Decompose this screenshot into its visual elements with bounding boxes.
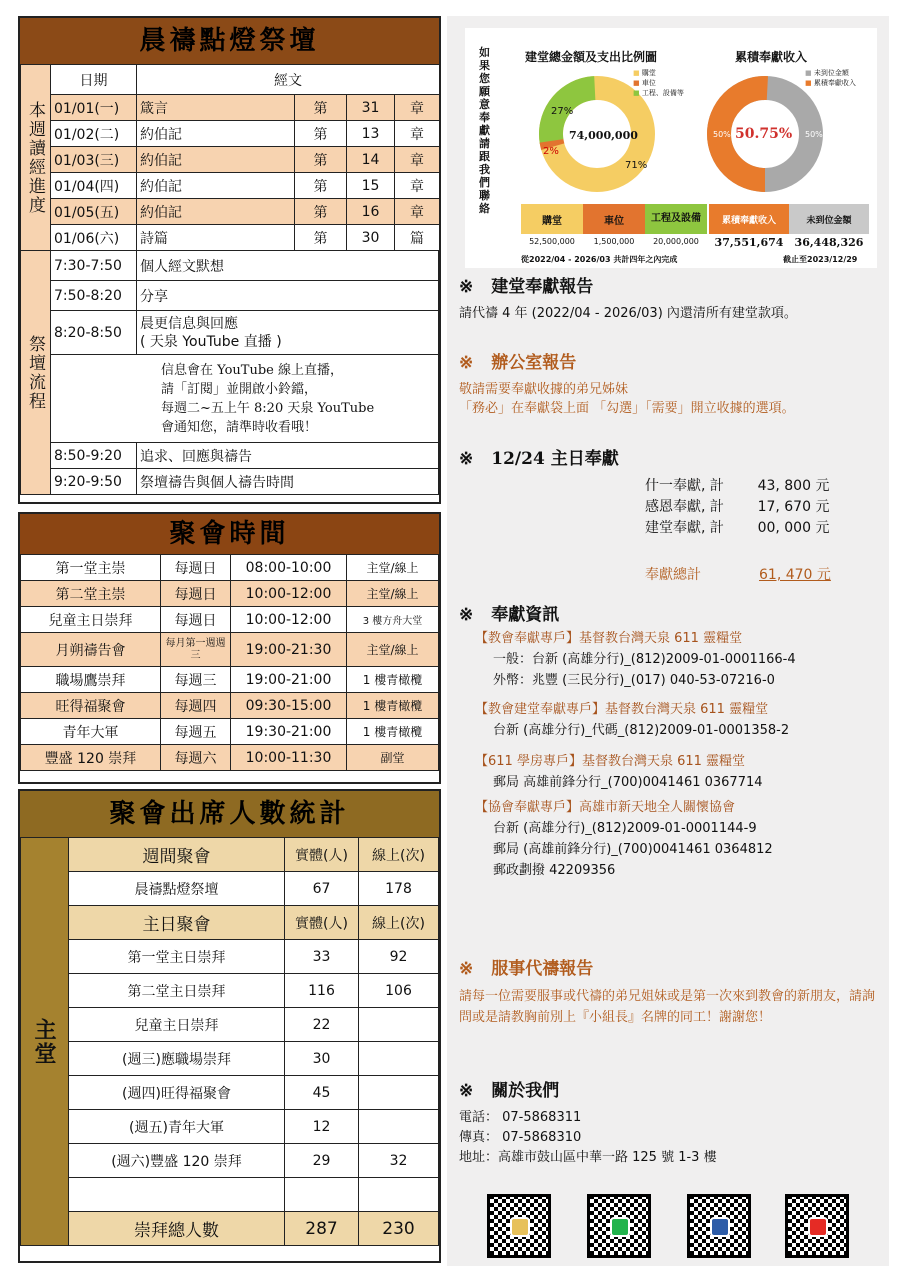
donut2-pct-left: 50%: [713, 130, 731, 139]
meeting-times-title: 聚會時間: [20, 514, 439, 554]
offering-list: [645, 476, 829, 539]
account-block: 【611 學房專戶】基督教台灣天泉 611 靈糧堂 郵局 高雄前鋒分行_(700)0041461 0367714: [475, 754, 763, 790]
donut1-pct-2: 2%: [543, 146, 559, 157]
meeting-row: 青年大軍 每週五 19:30-21:00 1 樓青橄欖: [21, 719, 439, 745]
service-report-text: 請每一位需要服事或代禱的弟兄姐妹或是第一次來到教會的新朋友，請詢問或是請教胸前別上『小組長』名牌的同工！謝謝您！: [459, 989, 876, 1025]
meeting-table: [20, 554, 439, 771]
morning-prayer-title: 晨禱點燈祭壇: [20, 18, 439, 64]
youtube-icon: [808, 1217, 828, 1237]
facebook-icon: [710, 1217, 730, 1237]
meeting-row: 第一堂主崇 每週日 08:00-10:00 主堂/線上: [21, 555, 439, 581]
line-icon: [610, 1217, 630, 1237]
chart-title-2: 累積奉獻收入: [735, 50, 808, 64]
offering-row: 感恩奉獻, 計 17, 670 元: [645, 499, 830, 515]
reading-side-label: 本週讀經進度: [21, 65, 51, 251]
bar1-group: 購堂 車位 工程及設備: [521, 204, 707, 234]
account-block: 【教會奉獻專戶】基督教台灣天泉 611 靈糧堂 一般：台新 (高雄分行)_(812)2009-01-0001166-4 外幣：兆豐 (三民分行)_(017) 040-53-07216-0: [475, 631, 796, 688]
offering-row: 什一奉獻, 計 43, 800 元: [645, 478, 830, 494]
qr-code-line[interactable]: [587, 1194, 651, 1258]
bar2-group: 累積奉獻收入 未到位金額: [709, 204, 869, 234]
meeting-row: 職場鷹崇拜 每週三 19:00-21:00 1 樓青橄欖: [21, 667, 439, 693]
building-fund-chart: [465, 28, 877, 268]
reading-row: 01/06(六) 詩篇 第 30 篇: [21, 225, 440, 251]
church-logo-icon: [510, 1217, 530, 1237]
office-report-heading: ※ 辦公室報告: [459, 353, 577, 373]
attendance-total-row: 崇拜總人數 287 230: [21, 1212, 439, 1246]
service-report-heading: ※ 服事代禱報告: [459, 959, 594, 979]
offering-info-blocks: [475, 628, 796, 881]
offering-heading: ※ 12/24 主日奉獻: [459, 449, 619, 469]
donut1-center: 74,000,000: [569, 129, 638, 142]
attendance-row: (週五)青年大軍 12: [21, 1110, 439, 1144]
attendance-row: 晨禱點燈祭壇 67 178: [21, 872, 439, 906]
donut2-center: 50.75%: [735, 126, 793, 142]
legend-1: ■ 購堂 ■ 車位 ■ 工程、設備等: [633, 69, 684, 97]
chart-title-1: 建堂總金額及支出比例圖: [525, 50, 658, 64]
meeting-row: 月朔禱告會 每月第一週週三 19:00-21:30 主堂/線上: [21, 633, 439, 667]
reading-row: 01/04(四) 約伯記 第 15 章: [21, 173, 440, 199]
attendance-row: 兒童主日崇拜 22: [21, 1008, 439, 1042]
meeting-row: 兒童主日崇拜 每週日 10:00-12:00 3 樓方舟大堂: [21, 607, 439, 633]
legend-2: ■ 未到位金額 ■ 累積奉獻收入: [805, 69, 856, 87]
reading-row: 01/03(三) 約伯記 第 14 章: [21, 147, 440, 173]
morning-prayer-section: [18, 16, 441, 504]
account-block: 【協會奉獻專戶】高雄市新天地全人關懷協會 台新 (高雄分行)_(812)2009-01-0001144-9 郵局 (高雄前鋒分行)_(700)0041461 0364812 郵政劃撥 42209356: [475, 800, 773, 878]
offering-info-heading: ※ 奉獻資訊: [459, 605, 560, 625]
qr-code-youtube[interactable]: [785, 1194, 849, 1258]
bar2-values: 37,551,674 36,448,326: [714, 236, 864, 249]
meeting-row: 第二堂主崇 每週日 10:00-12:00 主堂/線上: [21, 581, 439, 607]
address: 地址：高雄市鼓山區中華一路 125 號 1-3 樓: [459, 1150, 717, 1165]
chart-side-text: 如果您願意奉獻請跟我們聯絡: [479, 46, 490, 215]
offering-row: 建堂奉獻, 計 00, 000 元: [645, 520, 830, 536]
attendance-row: (週四)旺得福聚會 45: [21, 1076, 439, 1110]
donut2-pct-right: 50%: [805, 130, 823, 139]
meeting-row: 豐盛 120 崇拜 每週六 10:00-11:30 副堂: [21, 745, 439, 771]
attendance-row: (週六)豐盛 120 崇拜 29 32: [21, 1144, 439, 1178]
col-date: 日期: [51, 65, 137, 95]
meeting-times-section: [18, 512, 441, 784]
building-report-heading: ※ 建堂奉獻報告: [459, 277, 594, 297]
donut1-pct-71: 71%: [625, 160, 648, 171]
qr-code-website[interactable]: [487, 1194, 551, 1258]
qr-code-facebook[interactable]: [687, 1194, 751, 1258]
reading-table: [20, 64, 440, 251]
attendance-table: 主堂 週間聚會 實體(人) 線上(次) 晨禱點燈祭壇 67 178 主日聚會 實體(人) 線上(次) 第一堂主日崇拜 33 92 第二堂主日崇拜 116 106 兒童主日崇拜 22 (週三)應職場崇拜 30 (週四)旺得福聚會 45 (週五)青年大軍 12 (週六)豐盛 120 崇拜 29 32 崇拜總人數 287 230: [20, 837, 439, 1246]
attendance-side-label: 主堂: [21, 838, 69, 1246]
about-info: [459, 1108, 717, 1168]
attendance-row: 第一堂主日崇拜 33 92: [21, 940, 439, 974]
attendance-empty-row: [21, 1178, 439, 1212]
reading-row: 01/01(一) 箴言 第 31 章: [21, 95, 440, 121]
flow-table: 祭壇流程 7:30-7:50 個人經文默想 7:50-8:20 分享 8:20-8:50 晨更信息與回應 ( 天泉 YouTube 直播 ) 信息會在 YouTube 線上直播， 請「訂閱」並開啟小鈴鐺， 每週二~五上午 8:20 天泉 YouTube 會通知您，請準時收看哦！ 8:50-9:20 追求、回應與禱告 9:20-9:50 祭壇禱告與個人禱告時間: [20, 250, 439, 495]
chart-footnote-2: 截止至2023/12/29: [783, 255, 858, 264]
youtube-notice: 信息會在 YouTube 線上直播， 請「訂閱」並開啟小鈴鐺， 每週二~五上午 8:20 天泉 YouTube 會通知您，請準時收看哦！: [51, 355, 439, 443]
col-text: 經文: [137, 65, 440, 95]
bar1-values: 52,500,000 1,500,000 20,000,000: [529, 237, 699, 246]
phone: 電話： 07-5868311: [459, 1110, 582, 1125]
building-report-text: 請代禱 4 年 (2022/04 - 2026/03) 內還清所有建堂款項。: [459, 306, 797, 321]
right-panel: [447, 16, 889, 1266]
attendance-section: [18, 789, 441, 1263]
account-block: 【教會建堂奉獻專戶】基督教台灣天泉 611 靈糧堂 台新 (高雄分行)_代碼_(812)2009-01-0001358-2: [475, 702, 790, 738]
attendance-row: 第二堂主日崇拜 116 106: [21, 974, 439, 1008]
offering-total: 奉獻總計 61, 470 元: [645, 567, 831, 583]
attendance-title: 聚會出席人數統計: [20, 791, 439, 837]
chart-footnote-1: 從2022/04 - 2026/03 共計四年之內完成: [521, 255, 678, 264]
reading-row: 01/02(二) 約伯記 第 13 章: [21, 121, 440, 147]
meeting-row: 旺得福聚會 每週四 09:30-15:00 1 樓青橄欖: [21, 693, 439, 719]
office-report-text: 敬請需要奉獻收據的弟兄姊妹 「務必」在奉獻袋上面 「勾選」「需要」開立收據的選項。: [459, 382, 795, 416]
donut1-pct-27: 27%: [551, 106, 574, 117]
fax: 傳真： 07-5868310: [459, 1130, 582, 1145]
attendance-row: (週三)應職場崇拜 30: [21, 1042, 439, 1076]
flow-side-label: 祭壇流程: [21, 251, 51, 495]
reading-row: 01/05(五) 約伯記 第 16 章: [21, 199, 440, 225]
about-heading: ※ 關於我們: [459, 1081, 560, 1101]
